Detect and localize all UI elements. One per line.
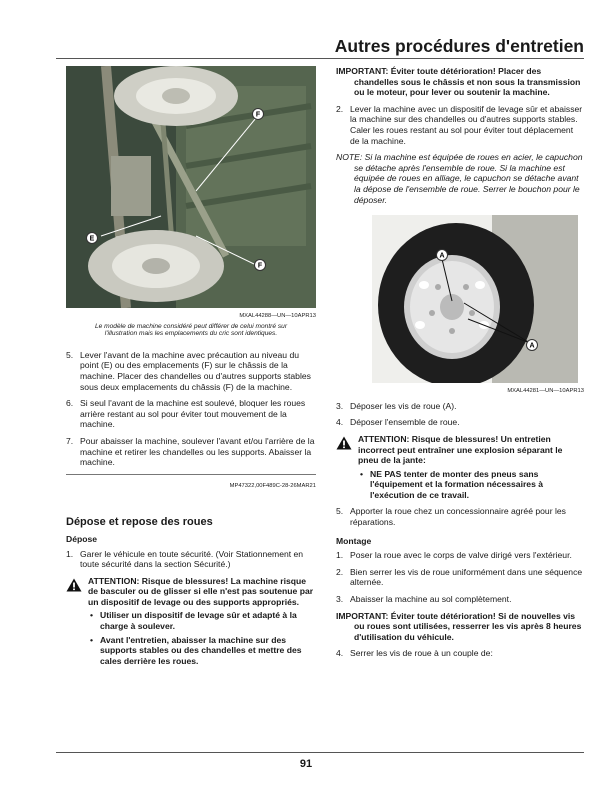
figure-machine-underside — [66, 66, 316, 308]
section-title: Dépose et repose des roues — [66, 516, 213, 529]
footer-rule — [56, 752, 584, 753]
callout-f-bottom — [254, 259, 266, 271]
attention-block: ATTENTION: Risque de blessures! Un entretien incorrect peut entraîner une explosion séparant le pneu de la jante: • NE PAS tenter de monter des pneus sans l'équipement et la formation nécessaires à l'exécution de ce travail. — [336, 434, 584, 501]
bullet-item: • Avant l'entretien, abaisser la machine sur des supports stables ou des chandelles et mettre des cales derrière les roues. — [90, 635, 316, 667]
important-note: IMPORTANT: Éviter toute détérioration! Placer des chandelles sous le châssis et non sous la transmission ou le moteur, pour lever ou soutenir la machine. — [336, 66, 581, 98]
callout-e — [86, 232, 98, 244]
page-number: 91 — [299, 758, 313, 770]
left-column — [66, 66, 316, 672]
list-item: 4. Serrer les vis de roue à un couple de: — [336, 648, 493, 659]
machine-underside-illustration — [66, 66, 316, 308]
list-item: 2. Lever la machine avec un dispositif de levage sûr et abaisser la machine sur des chandelles ou d'autres supports stables. Caler les roues restant au sol pour éviter tout déplacement de la machine. — [336, 103, 583, 146]
svg-text:F: F — [255, 111, 261, 119]
important-note: IMPORTANT: Éviter toute détérioration! Si de nouvelles vis ou roues sont utilisées, resserrer les vis après 8 heures d'utilisation du véhicule. — [336, 610, 582, 642]
list-item: 1. Poser la roue avec le corps de valve dirigé vers l'extérieur. — [336, 550, 572, 561]
list-item: 7. Pour abaisser la machine, soulever l'avant et/ou l'arrière de la machine et retirer les chandelles ou les supports. Abaisser la machine. — [66, 435, 315, 468]
right-column — [336, 66, 584, 665]
header-rule — [56, 58, 584, 59]
wheel-illustration — [372, 215, 578, 383]
bullet-item: • NE PAS tenter de monter des pneus sans l'équipement et la formation nécessaires à l'exécution de ce travail. — [360, 469, 584, 501]
figure-ref: MXAL44281—UN—10APR13 — [507, 388, 584, 395]
subheading-depose: Dépose — [66, 533, 98, 544]
figure-ref: MXAL44288—UN—10APR13 — [239, 313, 316, 319]
svg-text:A: A — [439, 252, 445, 260]
list-item: 6. Si seul l'avant de la machine est soulevé, bloquer les roues arrière restant au sol pour éviter tout mouvement de la machine. — [66, 398, 306, 430]
warning-icon — [66, 578, 82, 595]
callout-a-top — [436, 249, 448, 261]
list-item: 5. Lever l'avant de la machine avec précaution au niveau du point (E) ou des emplacements (F) sur le châssis de la machine. Placer des chandelles ou d'autres supports stables sous deux emplacements du châssis (F) de la machine. — [66, 349, 311, 392]
svg-text:F: F — [257, 262, 263, 270]
bullet-item: • Utiliser un dispositif de levage sûr et adapté à la charge à soulever. — [90, 610, 316, 631]
page-title: Autres procédures d'entretien — [334, 36, 584, 56]
list-item: 4. Déposer l'ensemble de roue. — [336, 417, 460, 428]
list-item: 3. Déposer les vis de roue (A). — [336, 400, 457, 411]
figure-caption: Le modèle de machine considéré peut différer de celui montré sur l'illustration mais les emplacements du cric sont identiques. — [94, 322, 288, 338]
list-item: 1. Garer le véhicule en toute sécurité. (Voir Stationnement en toute sécurité dans la section Sécurité.) — [66, 548, 304, 570]
warning-icon — [336, 436, 352, 453]
callout-a-bottom — [526, 339, 538, 351]
list-item: 2. Bien serrer les vis de roue uniformément dans une séquence alternée. — [336, 566, 583, 588]
subheading-montage: Montage — [336, 535, 372, 546]
callout-f-top — [252, 108, 264, 120]
figure-wheel — [372, 215, 578, 383]
svg-text:A: A — [529, 342, 535, 350]
list-item: 5. Apporter la roue chez un concessionnaire agréé pour les réparations. — [336, 506, 566, 528]
doc-code: MP47322,00F489C-28-26MAR21 — [229, 482, 316, 489]
note-block: NOTE: Si la machine est équipée de roues en acier, le capuchon se détache après l'ensemble de roue. Si la machine est équipée de roues en alliage, le capuchon se détache avant la dépose de l'ensemble de roue. Serrer le bouchon pour le déposer. — [336, 152, 583, 205]
list-item: 3. Abaisser la machine au sol complètement. — [336, 594, 512, 605]
attention-block: ATTENTION: Risque de blessures! La machine risque de basculer ou de glisser si elle n'est pas soutenue par un dispositif de levage ou des supports appropriés. • Utiliser un dispositif de levage sûr et adapté à la charge à soulever. • Avant l'entretien, abaisser la machine sur des supports stables ou des chandelles et mettre des cales derrière les roues. — [66, 576, 316, 667]
svg-text:E: E — [89, 235, 95, 243]
